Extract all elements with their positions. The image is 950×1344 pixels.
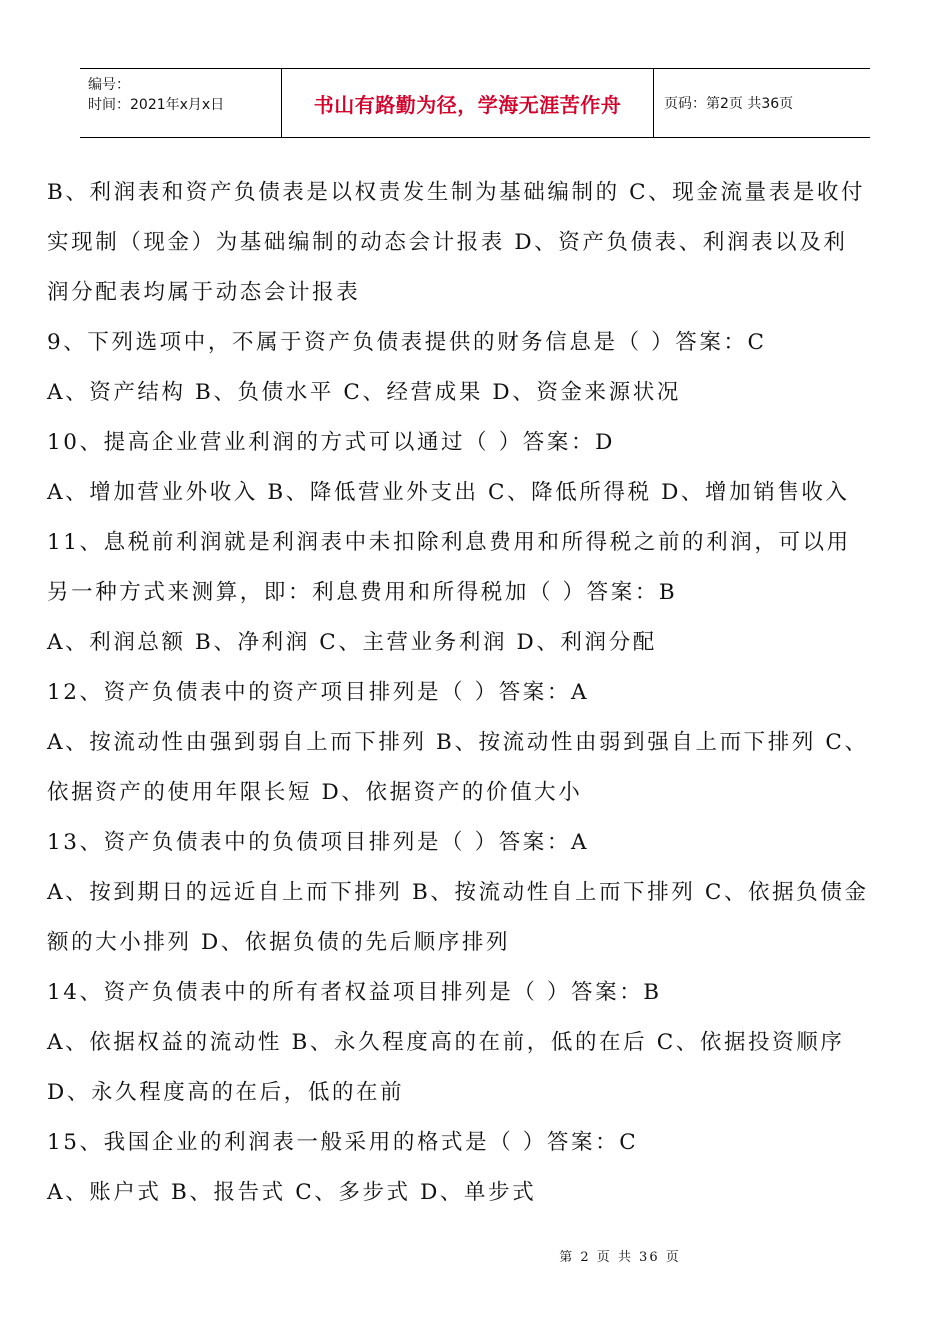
text-line: B、利润表和资产负债表是以权责发生制为基础编制的 C、现金流量表是收付 — [47, 180, 866, 205]
options-12-cont: 依据资产的使用年限长短 D、依据资产的价值大小 — [47, 780, 583, 805]
header-motto: 书山有路勤为径，学海无涯苦作舟 — [282, 69, 654, 137]
document-body — [47, 168, 907, 1218]
options-15: A、账户式 B、报告式 C、多步式 D、单步式 — [47, 1180, 537, 1205]
header-meta — [80, 69, 282, 137]
question-13: 13、资产负债表中的负债项目排列是（ ）答案：A — [47, 830, 590, 855]
document-number-label: 编号： — [88, 77, 130, 93]
options-13: A、按到期日的远近自上而下排列 B、按流动性自上而下排列 C、依据负债金 — [47, 880, 869, 905]
text-line: 实现制（现金）为基础编制的动态会计报表 D、资产负债表、利润表以及利 — [47, 230, 848, 255]
page-header — [80, 68, 870, 138]
question-11: 11、息税前利润就是利润表中未扣除利息费用和所得税之前的利润，可以用 — [47, 530, 851, 555]
question-15: 15、我国企业的利润表一般采用的格式是（ ）答案：C — [47, 1130, 639, 1155]
header-page-number: 页码：第2页 共36页 — [664, 96, 794, 112]
options-14-cont: D、永久程度高的在后，低的在前 — [47, 1080, 405, 1105]
options-13-cont: 额的大小排列 D、依据负债的先后顺序排列 — [47, 930, 511, 955]
options-14: A、依据权益的流动性 B、永久程度高的在前，低的在后 C、依据投资顺序 — [47, 1030, 845, 1055]
question-10: 10、提高企业营业利润的方式可以通过（ ）答案：D — [47, 430, 615, 455]
options-12: A、按流动性由强到弱自上而下排列 B、按流动性由弱到强自上而下排列 C、 — [47, 730, 869, 755]
options-11: A、利润总额 B、净利润 C、主营业务利润 D、利润分配 — [47, 630, 657, 655]
text-line: 润分配表均属于动态会计报表 — [47, 280, 361, 305]
question-11-cont: 另一种方式来测算，即：利息费用和所得税加（ ）答案：B — [47, 580, 678, 605]
document-date: 时间：2021年x月x日 — [88, 97, 225, 113]
question-12: 12、资产负债表中的资产项目排列是（ ）答案：A — [47, 680, 590, 705]
options-10: A、增加营业外收入 B、降低营业外支出 C、降低所得税 D、增加销售收入 — [47, 480, 850, 505]
question-9: 9、下列选项中，不属于资产负债表提供的财务信息是（ ）答案：C — [47, 330, 767, 355]
options-9: A、资产结构 B、负债水平 C、经营成果 D、资金来源状况 — [47, 380, 681, 405]
page-footer: 第 2 页 共 36 页 — [559, 1250, 681, 1265]
question-14: 14、资产负债表中的所有者权益项目排列是（ ）答案：B — [47, 980, 662, 1005]
